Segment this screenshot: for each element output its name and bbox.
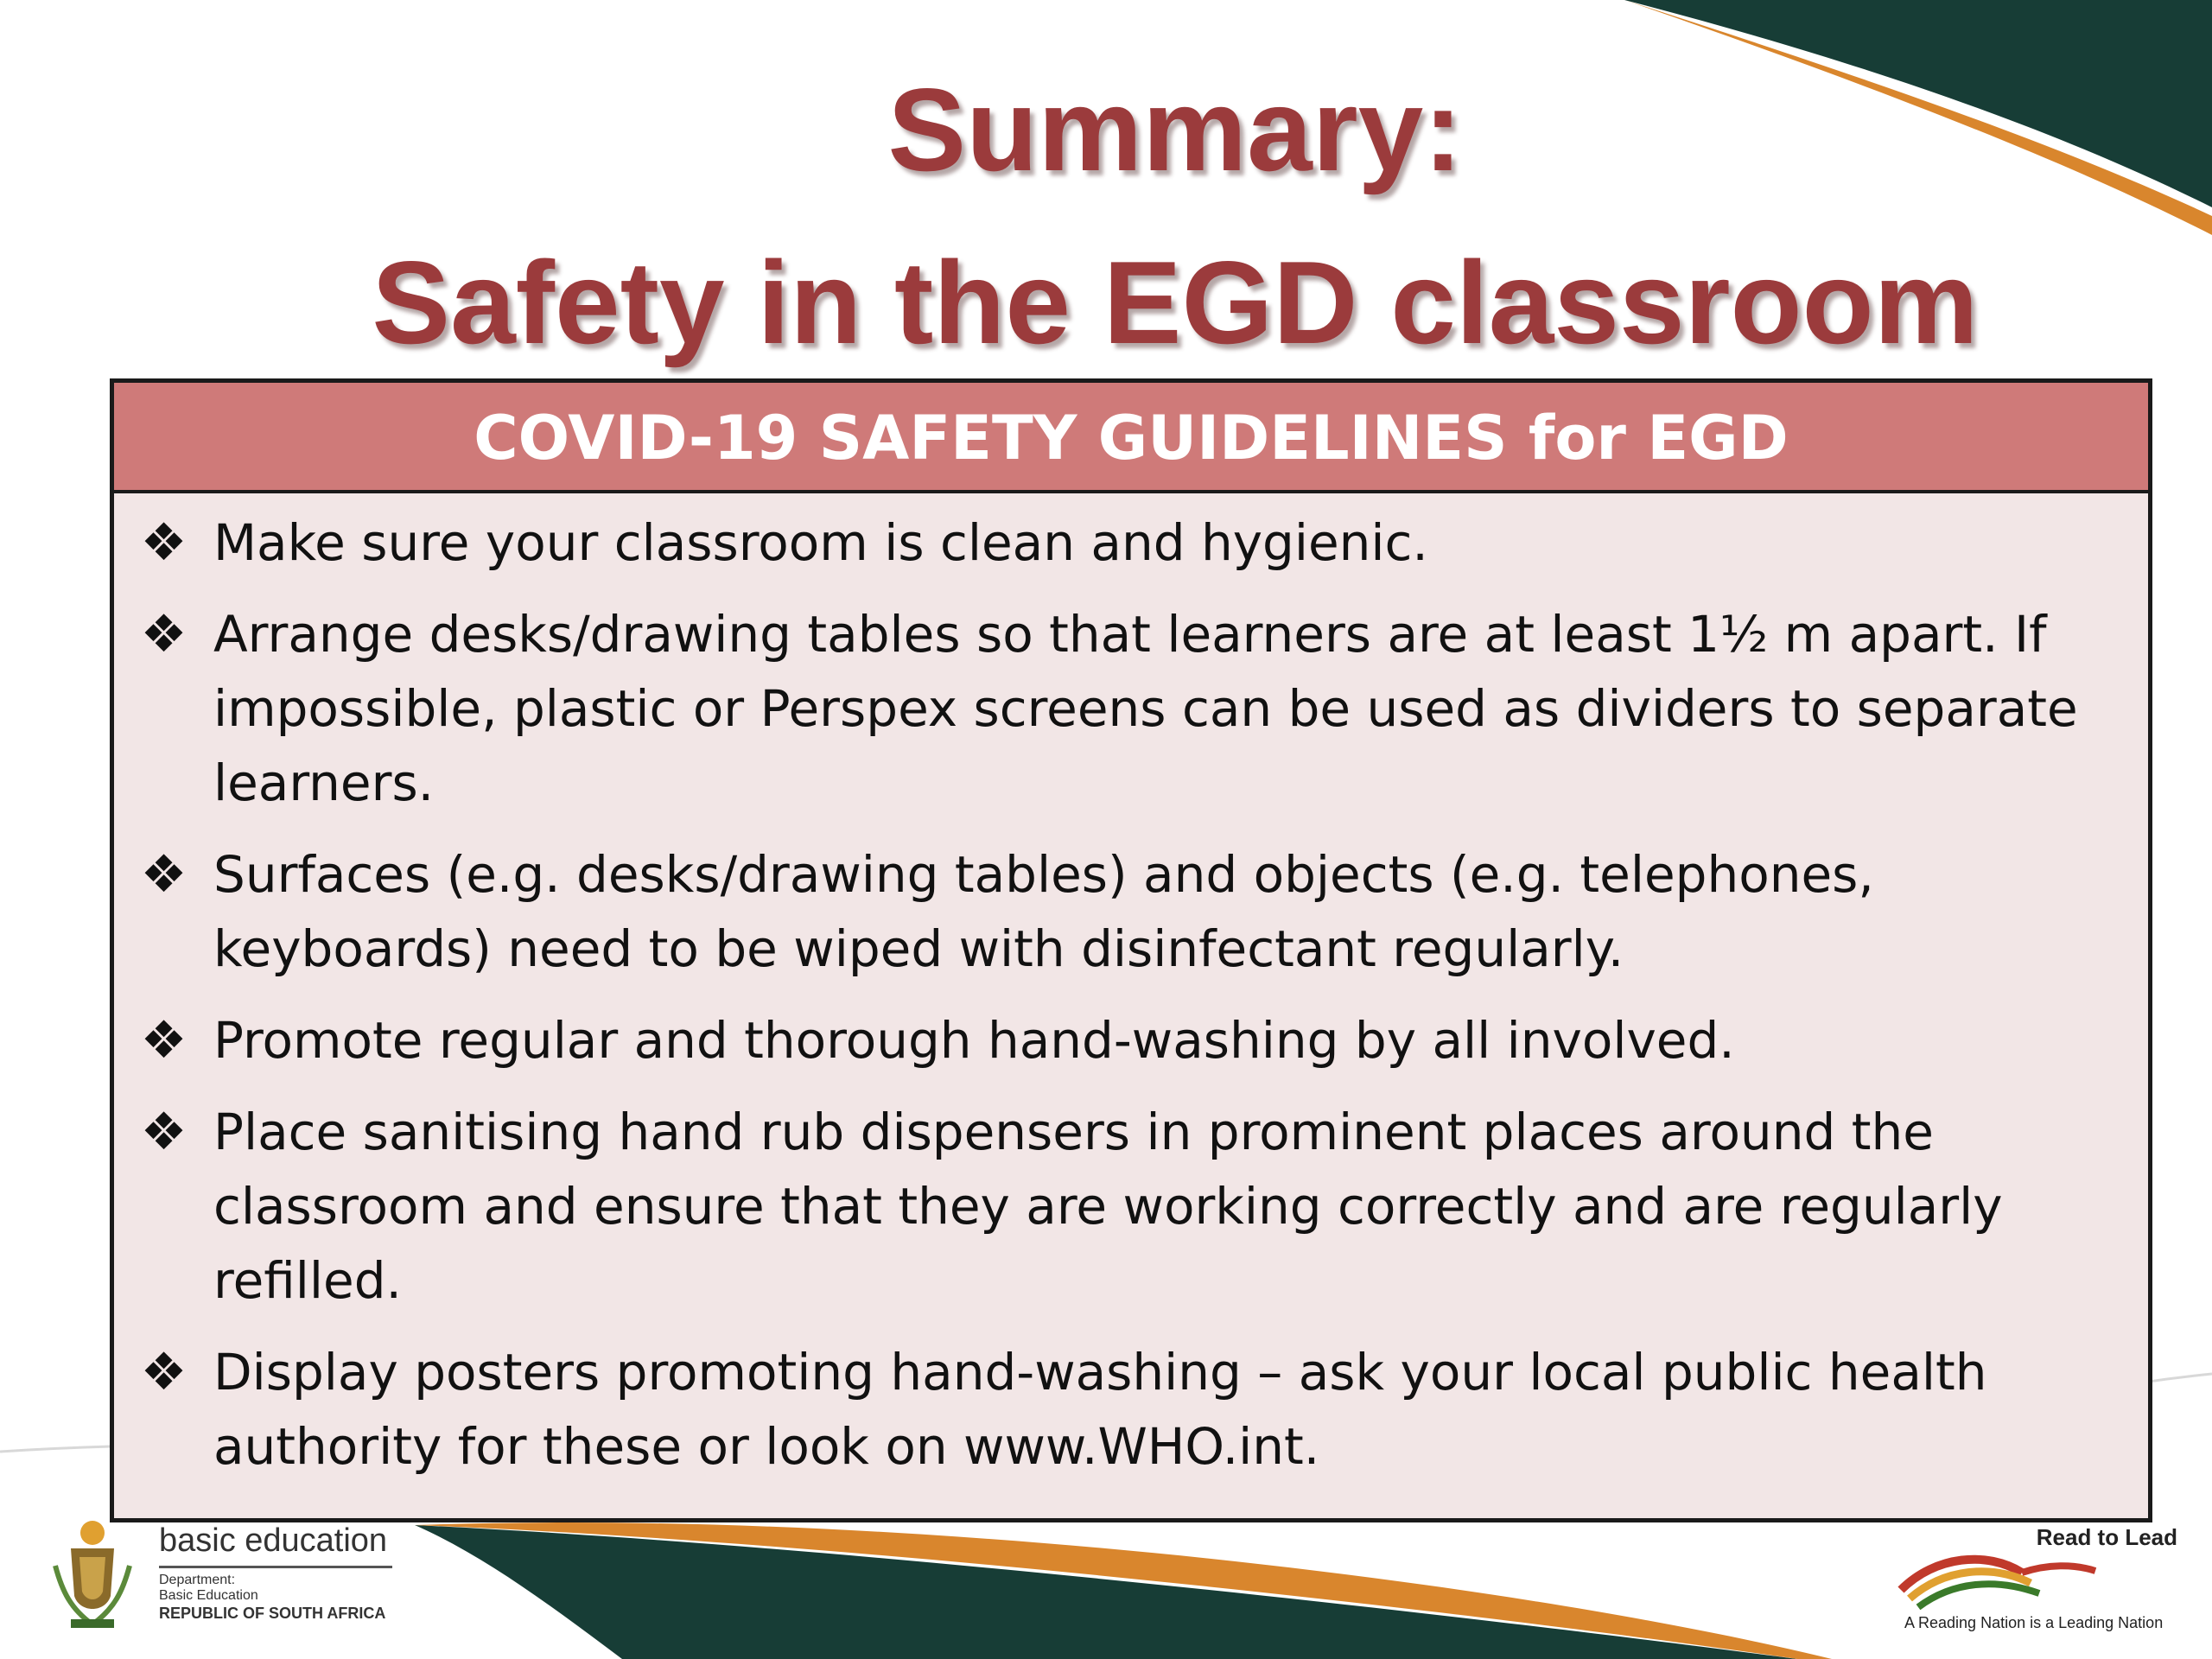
list-item-text: Display posters promoting hand-washing – ask your local public health authority for these or look on www.WHO.int. — [213, 1343, 1987, 1476]
panel-header: COVID-19 SAFETY GUIDELINES for EGD — [114, 383, 2148, 493]
logo-tagline: A Reading Nation is a Leading Nation — [1904, 1614, 2164, 1631]
slide-title-line1: Summary: — [887, 64, 1463, 195]
slide-title-line2: Safety in the EGD classroom — [372, 237, 1979, 368]
list-item — [114, 1003, 2148, 1077]
list-item-text: Make sure your classroom is clean and hygienic. — [213, 513, 1428, 572]
guidelines-panel — [110, 378, 2152, 1522]
logo-divider — [159, 1566, 392, 1568]
four-diamond-bullet-icon: ❖ — [140, 604, 188, 664]
logo-country: REPUBLIC OF SOUTH AFRICA — [159, 1605, 386, 1622]
read-to-lead-logo — [1892, 1521, 2177, 1642]
list-item-text: Surfaces (e.g. desks/drawing tables) and objects (e.g. telephones, keyboards) need to be wiped with disinfectant regularly. — [213, 845, 1874, 978]
list-item-text: Arrange desks/drawing tables so that learners are at least 1½ m apart. If impossible, plastic or Perspex screens can be used as dividers to separate learners. — [213, 605, 2078, 812]
four-diamond-bullet-icon: ❖ — [140, 1342, 188, 1402]
open-book-icon — [1892, 1538, 2100, 1616]
logo-department-label: Department: — [159, 1573, 236, 1587]
list-item — [114, 505, 2148, 580]
logo-title: Read to Lead — [2036, 1524, 2177, 1550]
list-item — [114, 837, 2148, 986]
four-diamond-bullet-icon: ❖ — [140, 844, 188, 905]
coat-of-arms-icon — [45, 1514, 140, 1635]
logo-title: basic education — [159, 1522, 388, 1559]
guidelines-list — [114, 493, 2148, 1484]
four-diamond-bullet-icon: ❖ — [140, 1102, 188, 1162]
list-item — [114, 597, 2148, 820]
list-item — [114, 1095, 2148, 1318]
four-diamond-bullet-icon: ❖ — [140, 1010, 188, 1071]
four-diamond-bullet-icon: ❖ — [140, 512, 188, 573]
list-item-text: Promote regular and thorough hand-washing by all involved. — [213, 1011, 1735, 1070]
list-item — [114, 1335, 2148, 1484]
basic-education-logo — [45, 1514, 408, 1643]
list-item-text: Place sanitising hand rub dispensers in prominent places around the classroom and ensure that they are working correctly and are regularly refilled. — [213, 1103, 2003, 1310]
logo-department-name: Basic Education — [159, 1588, 258, 1603]
